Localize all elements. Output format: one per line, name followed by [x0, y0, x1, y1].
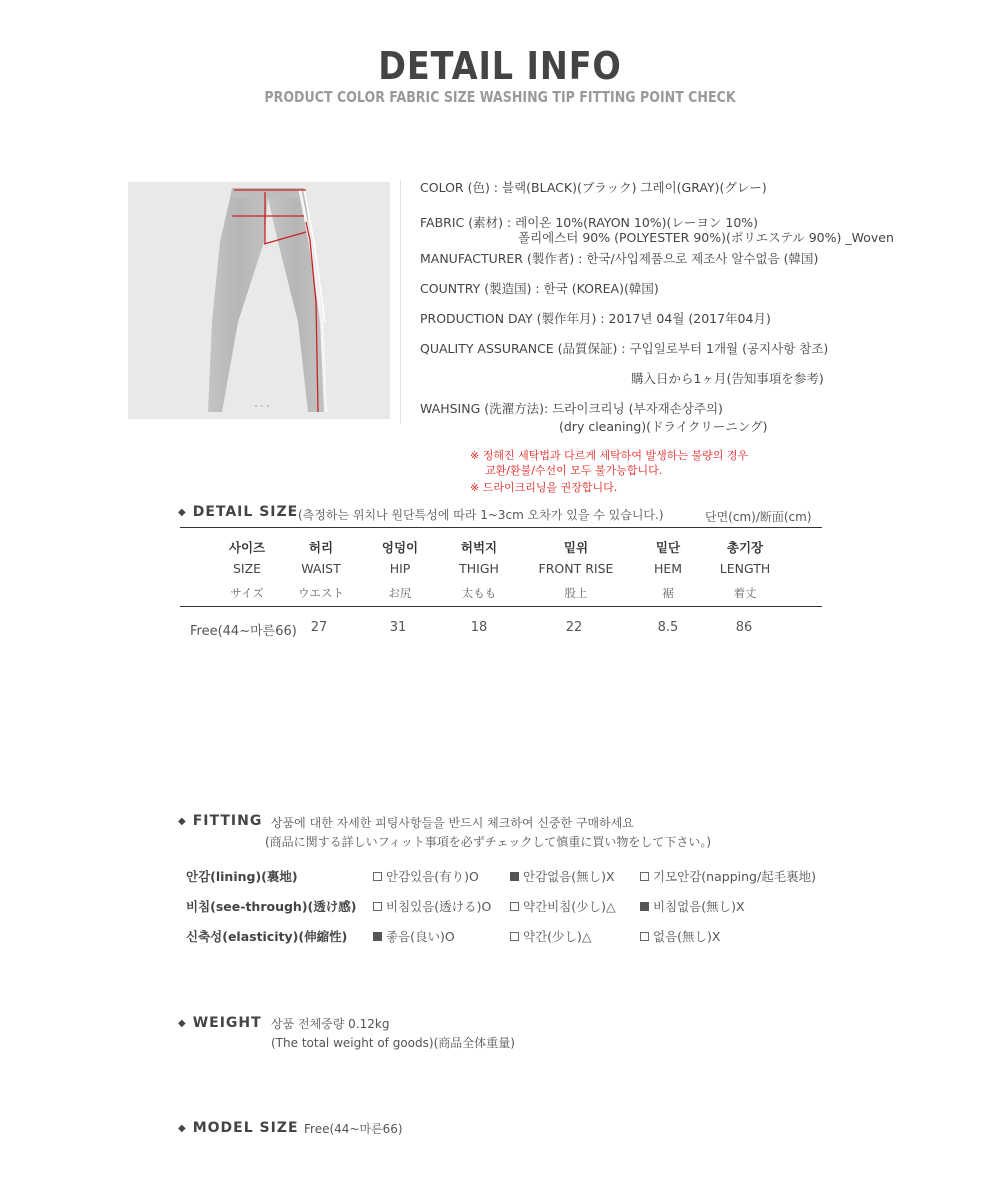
option-see-through-slight[interactable]: 약간비침(少し)△: [510, 897, 616, 915]
option-elasticity-none[interactable]: 없음(無し)X: [640, 927, 720, 945]
info-production-day: PRODUCTION DAY (製作年月) : 2017년 04월 (2017年04月): [420, 311, 771, 326]
fitting-label-elasticity: 신축성(elasticity)(伸縮性): [186, 929, 348, 944]
col-length-ko: 총기장: [726, 540, 764, 555]
col-rise-ko: 밑위: [563, 540, 589, 555]
checkbox-icon: [510, 902, 519, 911]
info-fabric-2: 폴리에스터 90% (POLYESTER 90%)(ポリエステル 90%) _Woven: [518, 230, 894, 245]
size-unit: 단면(cm)/断面(cm): [705, 510, 812, 524]
diamond-icon: ◆: [178, 816, 187, 827]
checkbox-icon: [373, 872, 382, 881]
col-length-en: LENGTH: [719, 561, 771, 576]
col-hem-ja: 裾: [662, 586, 674, 600]
info-quality: QUALITY ASSURANCE (品質保証) : 구입일로부터 1개월 (공지사항 참조): [420, 341, 829, 356]
col-thigh-ja: 太もも: [461, 586, 497, 600]
info-divider: [400, 180, 401, 424]
option-see-through-yes[interactable]: 비침있음(透ける)O: [373, 897, 491, 915]
cell-hem: 8.5: [657, 620, 679, 635]
checkbox-checked-icon: [640, 902, 649, 911]
product-image: [128, 182, 390, 419]
weight-value: 상품 전체중량 0.12kg: [271, 1017, 390, 1031]
col-rise-ja: 股上: [564, 586, 588, 600]
info-fabric: FABRIC (素材) : 레이온 10%(RAYON 10%)(レーヨン 10%): [420, 215, 759, 230]
washing-warning-1: ※ 정해진 세탁법과 다르게 세탁하여 발생하는 불량의 경우: [470, 449, 749, 462]
cell-rise: 22: [565, 620, 583, 635]
col-waist-en: WAIST: [301, 561, 341, 576]
option-lining-yes[interactable]: 안감있음(有り)O: [373, 867, 479, 885]
col-hip-ja: お尻: [388, 586, 412, 600]
info-manufacturer: MANUFACTURER (製作者) : 한국/사입제품으로 제조사 알수없음 (韓国): [420, 251, 819, 266]
size-table-mid-rule: [180, 606, 822, 607]
col-size-en: SIZE: [232, 561, 262, 576]
cell-size: Free(44~마른66): [190, 624, 297, 639]
cell-length: 86: [735, 620, 753, 635]
fitting-label-see-through: 비침(see-through)(透け感): [186, 899, 357, 914]
option-see-through-none[interactable]: 비침없음(無し)X: [640, 897, 745, 915]
option-elasticity-slight[interactable]: 약간(少し)△: [510, 927, 592, 945]
col-hip-ko: 엉덩이: [381, 540, 419, 555]
option-elasticity-good[interactable]: 좋음(良い)O: [373, 927, 455, 945]
checkbox-icon: [640, 872, 649, 881]
checkbox-icon: [373, 902, 382, 911]
page-title: DETAIL INFO: [378, 44, 622, 88]
detail-size-note: (측정하는 위치나 원단특성에 따라 1~3cm 오차가 있을 수 있습니다.): [298, 508, 664, 522]
diamond-icon: ◆: [178, 1018, 187, 1029]
fitting-label-lining: 안감(lining)(裏地): [186, 869, 298, 884]
col-waist-ja: ウエスト: [298, 586, 344, 600]
col-size-ko: 사이즈: [228, 540, 266, 555]
col-rise-en: FRONT RISE: [538, 561, 614, 576]
info-color: COLOR (色) : 블랙(BLACK)(ブラック) 그레이(GRAY)(グレー): [420, 180, 767, 195]
col-thigh-en: THIGH: [459, 561, 499, 576]
detail-size-heading: ◆ DETAIL SIZE: [178, 504, 299, 520]
checkbox-icon: [510, 932, 519, 941]
col-hem-en: HEM: [653, 561, 683, 576]
washing-warning-3: ※ 드라이크리닝을 권장합니다.: [470, 481, 618, 494]
col-waist-ko: 허리: [308, 540, 334, 555]
col-length-ja: 着丈: [733, 586, 757, 600]
diamond-icon: ◆: [178, 507, 187, 518]
leggings-illustration: [128, 182, 390, 419]
cell-waist: 27: [310, 620, 328, 635]
washing-warning-2: 교환/환불/수선이 모두 불가능합니다.: [485, 464, 663, 477]
diamond-icon: ◆: [178, 1123, 187, 1134]
weight-description: (The total weight of goods)(商品全体重量): [271, 1036, 515, 1050]
col-hem-ko: 밑단: [655, 540, 681, 555]
info-country: COUNTRY (製造国) : 한국 (KOREA)(韓国): [420, 281, 659, 296]
option-lining-napping[interactable]: 기모안감(napping/起毛裏地): [640, 867, 816, 885]
info-quality-2: 購入日から1ヶ月(告知事項を参考): [631, 371, 824, 386]
cell-thigh: 18: [470, 620, 488, 635]
option-lining-no[interactable]: 안감없음(無し)X: [510, 867, 615, 885]
fitting-note-2: (商品に関する詳しいフィット事項を必ずチェックして慎重に買い物をして下さい。): [265, 835, 712, 849]
model-size-value: Free(44~마른66): [304, 1122, 403, 1136]
size-table-top-rule: [180, 527, 822, 528]
col-size-ja: サイズ: [230, 586, 264, 600]
col-thigh-ko: 허벅지: [460, 540, 498, 555]
cell-hip: 31: [389, 620, 407, 635]
info-washing: WAHSING (洗濯方法): 드라이크리닝 (부자재손상주의): [420, 401, 723, 416]
checkbox-checked-icon: [510, 872, 519, 881]
page-subtitle: PRODUCT COLOR FABRIC SIZE WASHING TIP FITTING POINT CHECK: [264, 88, 736, 106]
col-hip-en: HIP: [389, 561, 411, 576]
fitting-note-1: 상품에 대한 자세한 피팅사항들을 반드시 체크하여 신중한 구매하세요: [271, 816, 634, 830]
checkbox-icon: [640, 932, 649, 941]
fitting-heading: ◆ FITTING: [178, 813, 263, 829]
model-size-heading: ◆ MODEL SIZE: [178, 1120, 299, 1136]
checkbox-checked-icon: [373, 932, 382, 941]
weight-heading: ◆ WEIGHT: [178, 1015, 262, 1031]
info-washing-2: (dry cleaning)(ドライクリーニング): [559, 419, 768, 434]
